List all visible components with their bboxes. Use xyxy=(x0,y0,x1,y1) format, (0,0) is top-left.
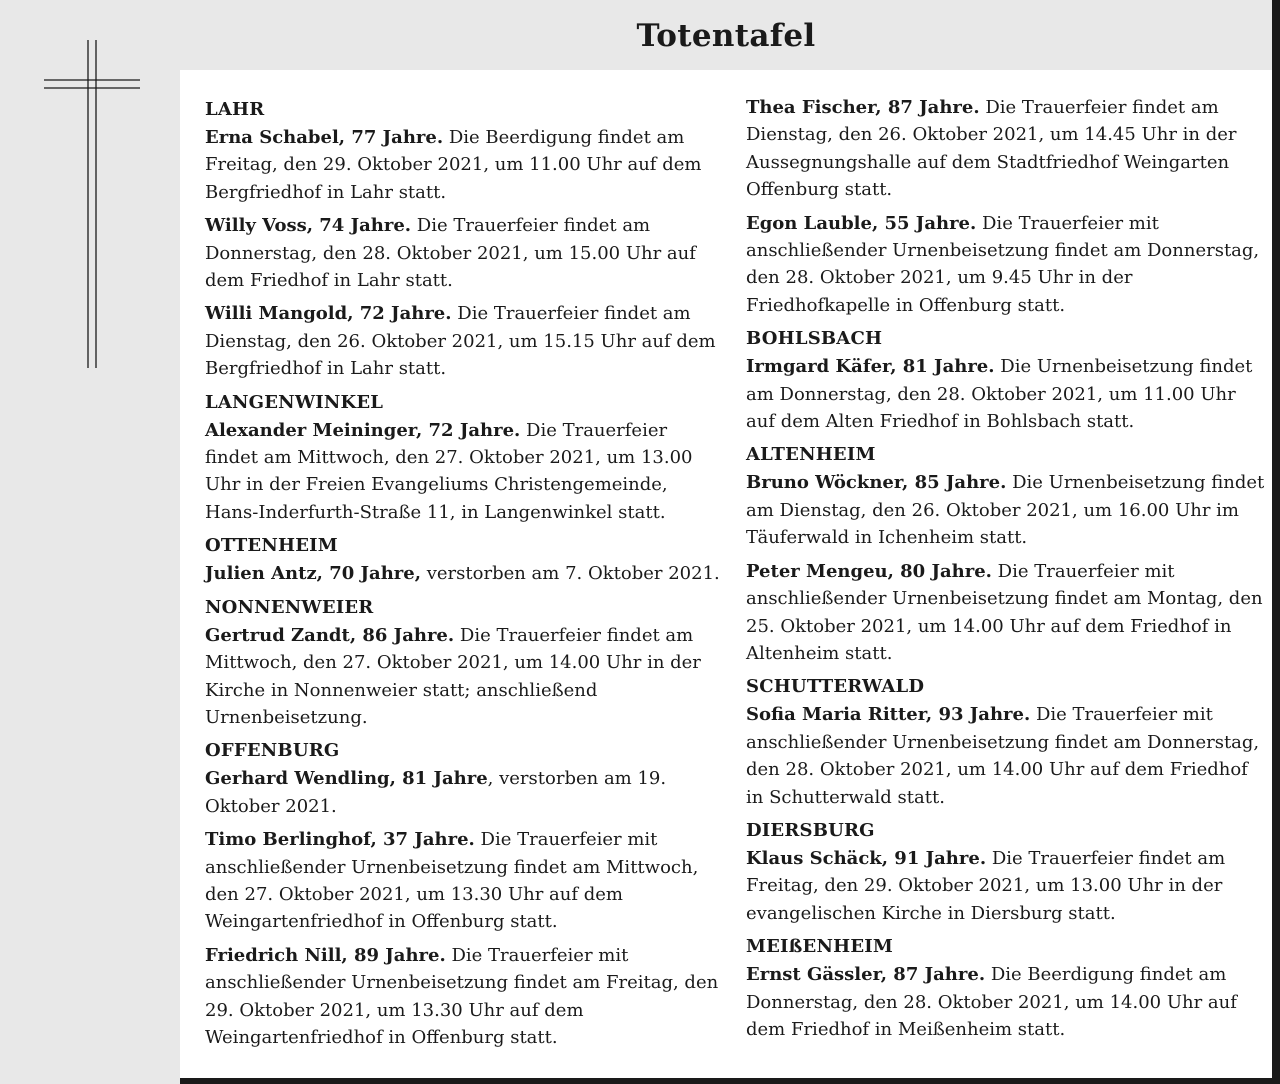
obituary-entry xyxy=(746,353,1266,435)
entry-text: Die Trauerfeier findet am Dienstag, den 26. Oktober 2021, um 14.45 Uhr in der Aussegnungshalle auf dem Stadtfriedhof Weingarten Offenburg statt. xyxy=(746,97,1237,201)
entry-text: Die Beerdigung findet am Freitag, den 29. Oktober 2021, um 11.00 Uhr auf dem Bergfriedhof in Lahr statt. xyxy=(205,127,702,203)
obituary-entry xyxy=(205,622,725,732)
deceased-name: Gerhard Wendling, 81 Jahre xyxy=(205,768,488,790)
deceased-name: Julien Antz, 70 Jahre, xyxy=(205,563,421,585)
obituary-entry xyxy=(205,417,725,527)
place-heading: BOHLSBACH xyxy=(746,328,883,350)
place-heading: LANGENWINKEL xyxy=(205,391,384,413)
obituary-entry xyxy=(746,961,1266,1043)
entry-text: Die Trauerfeier findet am Freitag, den 29. Oktober 2021, um 13.00 Uhr in der evangelischen Kirche in Diersburg statt. xyxy=(746,847,1226,924)
entry-text: Die Trauerfeier findet am Mittwoch, den 27. Oktober 2021, um 13.00 Uhr in der Freien Evangeliums Christengemeinde, Hans-Inderfurth-Straße 11, in Langenwinkel statt. xyxy=(205,419,693,523)
deceased-name: Irmgard Käfer, 81 Jahre. xyxy=(746,356,995,378)
cross-panel xyxy=(0,0,180,1084)
place-heading: OTTENHEIM xyxy=(205,535,338,557)
deceased-name: Gertrud Zandt, 86 Jahre. xyxy=(205,624,455,646)
column-left xyxy=(205,94,725,1057)
deceased-name: Klaus Schäck, 91 Jahre. xyxy=(746,847,987,869)
entry-text: Die Trauerfeier mit anschließender Urnenbeisetzung findet am Montag, den 25. Oktober 2021, um 14.00 Uhr auf dem Friedhof in Altenheim statt. xyxy=(746,560,1263,664)
entry-text: Die Trauerfeier mit anschließender Urnenbeisetzung findet am Donnerstag, den 28. Oktober 2021, um 14.00 Uhr auf dem Friedhof in Schutterwald statt. xyxy=(746,704,1260,808)
entry-text: , verstorben am 19. Oktober 2021. xyxy=(205,768,667,817)
obituary-entry xyxy=(205,212,725,294)
deceased-name: Bruno Wöckner, 85 Jahre. xyxy=(746,472,1007,494)
deceased-name: Alexander Meininger, 72 Jahre. xyxy=(205,419,521,441)
deceased-name: Willi Mangold, 72 Jahre. xyxy=(205,303,452,325)
obituary-entry xyxy=(205,300,725,382)
place-heading: NONNENWEIER xyxy=(205,596,374,618)
entry-text: Die Trauerfeier findet am Mittwoch, den 27. Oktober 2021, um 14.00 Uhr in der Kirche in Nonnenweier statt; anschließend Urnenbeisetzung. xyxy=(205,624,701,728)
obituary-entry xyxy=(205,765,725,820)
cross-icon xyxy=(0,0,180,400)
obituary-content xyxy=(180,70,1272,1078)
deceased-name: Timo Berlinghof, 37 Jahre. xyxy=(205,829,475,851)
page-title: Totentafel xyxy=(636,18,816,54)
obituary-entry xyxy=(205,124,725,206)
deceased-name: Willy Voss, 74 Jahre. xyxy=(205,215,412,237)
deceased-name: Sofia Maria Ritter, 93 Jahre. xyxy=(746,704,1031,726)
entry-text: Die Beerdigung findet am Donnerstag, den 28. Oktober 2021, um 14.00 Uhr auf dem Friedhof in Meißenheim statt. xyxy=(746,964,1237,1040)
place-heading: LAHR xyxy=(205,99,265,120)
deceased-name: Erna Schabel, 77 Jahre. xyxy=(205,127,444,148)
entry-text: Die Trauerfeier mit anschließender Urnenbeisetzung findet am Donnerstag, den 28. Oktober 2021, um 9.45 Uhr in der Friedhofkapelle in Offenburg statt. xyxy=(746,212,1260,316)
obituary-entry xyxy=(205,560,725,587)
obituary-entry xyxy=(746,701,1266,811)
entry-text: Die Trauerfeier mit anschließender Urnenbeisetzung findet am Mittwoch, den 27. Oktober 2021, um 13.30 Uhr auf dem Weingartenfriedhof in Offenburg statt. xyxy=(205,829,699,933)
place-heading: DIERSBURG xyxy=(746,819,875,841)
entry-text: Die Trauerfeier findet am Dienstag, den 26. Oktober 2021, um 15.15 Uhr auf dem Bergfriedhof in Lahr statt. xyxy=(205,303,716,380)
entry-text: Die Trauerfeier findet am Donnerstag, den 28. Oktober 2021, um 15.00 Uhr auf dem Friedhof in Lahr statt. xyxy=(205,215,696,292)
obituary-entry xyxy=(746,469,1266,551)
obituary-entry xyxy=(746,845,1266,927)
obituary-entry xyxy=(746,558,1266,668)
obituary-entry xyxy=(746,94,1266,204)
place-heading: MEIßENHEIM xyxy=(746,936,893,958)
entry-text: Die Urnenbeisetzung findet am Donnerstag, den 28. Oktober 2021, um 11.00 Uhr auf dem Alten Friedhof in Bohlsbach statt. xyxy=(746,356,1253,433)
entry-text: Die Urnenbeisetzung findet am Dienstag, den 26. Oktober 2021, um 16.00 Uhr im Täuferwald in Ichenheim statt. xyxy=(746,472,1265,549)
column-right xyxy=(746,94,1266,1049)
deceased-name: Peter Mengeu, 80 Jahre. xyxy=(746,560,992,582)
entry-text: Die Trauerfeier mit anschließender Urnenbeisetzung findet am Freitag, den 29. Oktober 2021, um 13.30 Uhr auf dem Weingartenfriedhof in Offenburg statt. xyxy=(205,944,719,1048)
obituary-entry xyxy=(746,210,1266,320)
deceased-name: Ernst Gässler, 87 Jahre. xyxy=(746,964,986,986)
entry-text: verstorben am 7. Oktober 2021. xyxy=(426,563,720,585)
place-heading: OFFENBURG xyxy=(205,740,340,762)
deceased-name: Egon Lauble, 55 Jahre. xyxy=(746,212,977,234)
obituary-entry xyxy=(205,826,725,936)
place-heading: ALTENHEIM xyxy=(746,444,876,466)
place-heading: SCHUTTERWALD xyxy=(746,676,925,698)
deceased-name: Friedrich Nill, 89 Jahre. xyxy=(205,944,446,966)
obituary-entry xyxy=(205,942,725,1052)
deceased-name: Thea Fischer, 87 Jahre. xyxy=(746,97,980,118)
